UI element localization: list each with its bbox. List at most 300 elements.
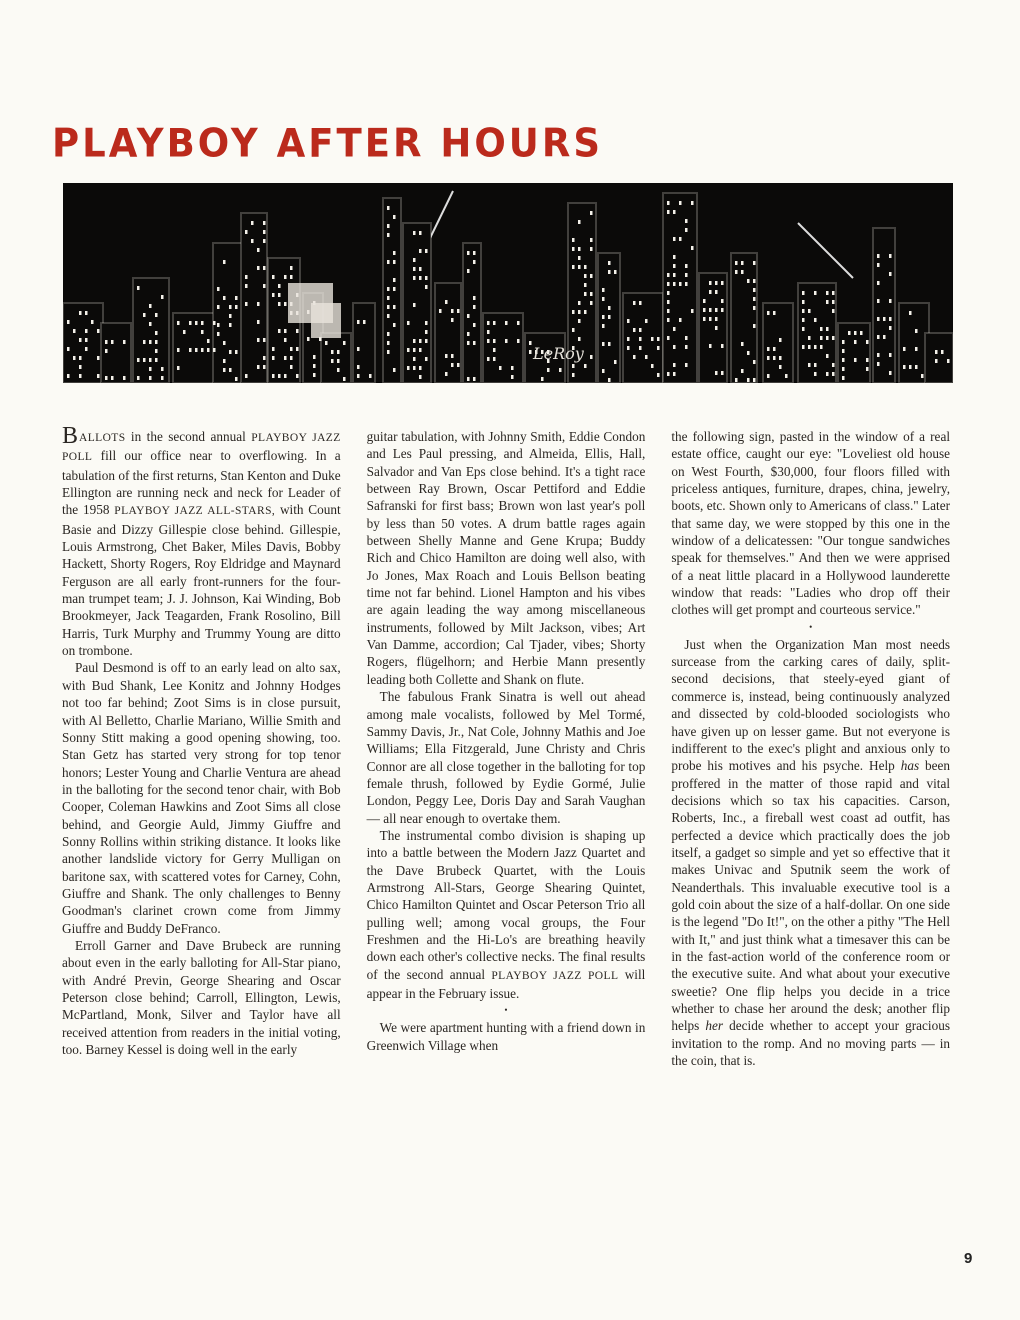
window-light — [337, 368, 340, 372]
window-light — [223, 296, 226, 300]
window-light — [290, 365, 293, 369]
window-light — [425, 285, 428, 289]
window-light — [590, 274, 593, 278]
window-light — [721, 371, 724, 375]
window-light — [105, 376, 108, 380]
window-light — [715, 371, 718, 375]
window-light — [935, 350, 938, 354]
window-light — [854, 340, 857, 344]
window-light — [802, 291, 805, 295]
window-light — [860, 331, 863, 335]
window-light — [547, 368, 550, 372]
lit-facade — [311, 303, 341, 338]
window-light — [229, 305, 232, 309]
window-light — [137, 376, 140, 380]
window-light — [578, 310, 581, 314]
window-light — [529, 341, 532, 345]
window-light — [235, 305, 238, 309]
paragraph — [367, 827, 646, 1002]
window-light — [877, 299, 880, 303]
window-light — [290, 347, 293, 351]
window-light — [915, 329, 918, 333]
window-light — [425, 276, 428, 280]
window-light — [866, 340, 869, 344]
window-light — [263, 266, 266, 270]
window-light — [278, 374, 281, 378]
window-light — [217, 287, 220, 291]
window-light — [667, 318, 670, 322]
window-light — [767, 347, 770, 351]
paragraph: guitar tabulation, with Johnny Smith, Eddie Condon and Les Paul pressing, and Almeida, Ellis, Hall, Salvador and Van Eps close behind. It's a tight race between Ray Brown, Oscar Pettiford and Eddie Safranski for first bass; Brown won last year's poll by less than 50 votes. A drum battle rages again between Shelly Manne and Gene Krupa; Buddy Rich and Chico Hamilton are doing well also, with Jo Jones, Max Roach and Louis Bellson beating time not far behind. Lionel Hampton and his vibes are again leading the way among miscellaneous instruments, followed by Milt Jackson, vibes; Art Van Damme, accordion; Cal Tjader, vibes; Shorty Rogers, flügelhorn; and Herbie Mann presently leading both Collette and Shank on flute. — [366, 429, 646, 687]
window-light — [529, 350, 532, 354]
window-light — [229, 314, 232, 318]
window-light — [935, 359, 938, 363]
window-light — [137, 286, 140, 290]
window-light — [877, 362, 880, 366]
window-light — [363, 320, 366, 324]
window-light — [517, 339, 520, 343]
window-light — [715, 317, 718, 321]
window-light — [201, 321, 204, 325]
window-light — [284, 356, 287, 360]
window-light — [602, 369, 605, 373]
window-light — [889, 371, 892, 375]
window-light — [826, 372, 829, 376]
window-light — [578, 319, 581, 323]
window-light — [814, 291, 817, 295]
window-light — [445, 300, 448, 304]
window-light — [272, 356, 275, 360]
window-light — [343, 341, 346, 345]
window-light — [753, 297, 756, 301]
window-light — [802, 309, 805, 313]
window-light — [814, 318, 817, 322]
window-light — [854, 358, 857, 362]
window-light — [149, 376, 152, 380]
building-shape — [663, 193, 697, 383]
window-light — [235, 377, 238, 381]
window-light — [584, 364, 587, 368]
window-light — [413, 258, 416, 262]
window-light — [407, 366, 410, 370]
building-shape — [63, 303, 103, 383]
window-light — [278, 293, 281, 297]
window-light — [79, 374, 82, 378]
window-light — [337, 359, 340, 363]
window-light — [802, 318, 805, 322]
text-run: fill our office near to overflowing. In a tabulation of the first returns, Stan Kenton and Duke Ellington are running neck and neck for Leader of the 1958 — [62, 448, 341, 518]
window-light — [651, 364, 654, 368]
window-light — [257, 338, 260, 342]
window-light — [511, 366, 514, 370]
window-light — [673, 282, 676, 286]
window-light — [467, 251, 470, 255]
window-light — [79, 365, 82, 369]
window-light — [842, 340, 845, 344]
text-run: Just when the Organization Man most needs surcease from the carking cares of daily, split-second decisions, that steely-eyed giant of commerce is, instead, being continuously analyzed and dissected by cold-blooded sociologists who have given up on lesser game. But not everyone is indifferent to the exec's plight and anxious only to probe his motives and his psyche. Help — [671, 636, 951, 774]
window-light — [753, 360, 756, 364]
window-light — [709, 308, 712, 312]
window-light — [387, 332, 390, 336]
paragraph: Erroll Garner and Dave Brubeck are running about even in the early balloting for All-Star piano, with André Previn, George Shearing and Oscar Peterson close behind; Carroll, Ellington, Lewis, McPartland, Monk, Silver and Taylor have all received attention from readers in the initial voting, too. Barney Kessel is doing well in the early — [62, 937, 341, 1058]
window-light — [842, 349, 845, 353]
window-light — [213, 321, 216, 325]
window-light — [673, 372, 676, 376]
window-light — [578, 337, 581, 341]
window-light — [445, 354, 448, 358]
window-light — [889, 317, 892, 321]
column-2 — [367, 428, 646, 1248]
window-light — [67, 347, 70, 351]
window-light — [413, 231, 416, 235]
city-skyline-illustration — [63, 183, 953, 383]
window-light — [263, 221, 266, 225]
window-light — [842, 358, 845, 362]
window-light — [808, 309, 811, 313]
window-light — [111, 376, 114, 380]
building-shape — [353, 303, 375, 383]
window-light — [369, 374, 372, 378]
window-light — [721, 344, 724, 348]
window-light — [473, 323, 476, 327]
window-light — [467, 341, 470, 345]
window-light — [667, 372, 670, 376]
window-light — [161, 376, 164, 380]
window-light — [578, 265, 581, 269]
window-light — [572, 238, 575, 242]
window-light — [257, 266, 260, 270]
window-light — [223, 359, 226, 363]
window-light — [808, 363, 811, 367]
window-light — [245, 230, 248, 234]
window-light — [73, 329, 76, 333]
window-light — [155, 340, 158, 344]
text-run: decide whether to accept your gracious invitation to the romp. And no moving parts — in the coin, that is. — [671, 1018, 951, 1069]
window-light — [741, 342, 744, 346]
window-light — [263, 284, 266, 288]
window-light — [337, 350, 340, 354]
paragraph: the following sign, pasted in the window of a real estate office, caught our eye: "Loveliest old house on West Fourth, $30,000, four floors filled with priceless antiques, furniture, drapes, china, jewelry, boots, etc. Shown only to Americans of class." Later that same day, we were stopped by this one in the window of a delicatessen: "Our tongue sandwiches speak for themselves." And then we were apprised of a neat little placard in a Hollywood launderette window that reads: "Ladies who drop off their clothes will get prompt and courteous service." — [671, 429, 951, 618]
window-light — [473, 296, 476, 300]
window-light — [97, 374, 100, 378]
window-light — [387, 224, 390, 228]
window-light — [703, 317, 706, 321]
window-light — [97, 356, 100, 360]
text-run: with Count Basie and Dizzy Gillespie close behind. Gillespie, Louis Armstrong, Chet Baker, Miles Davis, Bobby Hackett, Shorty Rogers, Roy Eldridge and Maynard Ferguson are all early front-runners for the four-man trumpet team; J. J. Johnson, Kai Winding, Bob Brookmeyer, Jack Teagarden, Frank Rosolino, Bill Harris, Turk Murphy and Trummy Young are ditto on trombone. — [62, 502, 341, 659]
window-light — [257, 365, 260, 369]
window-light — [584, 283, 587, 287]
window-light — [487, 330, 490, 334]
window-light — [473, 260, 476, 264]
window-light — [493, 348, 496, 352]
window-light — [325, 341, 328, 345]
window-light — [284, 374, 287, 378]
window-light — [691, 309, 694, 313]
window-light — [627, 346, 630, 350]
window-light — [842, 367, 845, 371]
window-light — [584, 265, 587, 269]
window-light — [584, 310, 587, 314]
window-light — [79, 311, 82, 315]
window-light — [691, 201, 694, 205]
window-light — [387, 233, 390, 237]
window-light — [425, 339, 428, 343]
window-light — [425, 357, 428, 361]
window-light — [296, 329, 299, 333]
window-light — [826, 291, 829, 295]
window-light — [909, 365, 912, 369]
window-light — [419, 249, 422, 253]
window-light — [251, 221, 254, 225]
window-light — [493, 321, 496, 325]
window-light — [357, 347, 360, 351]
window-light — [673, 255, 676, 259]
window-light — [149, 367, 152, 371]
window-light — [703, 299, 706, 303]
window-light — [667, 309, 670, 313]
window-light — [79, 338, 82, 342]
window-light — [245, 374, 248, 378]
window-light — [915, 347, 918, 351]
window-light — [393, 251, 396, 255]
window-light — [773, 347, 776, 351]
window-light — [473, 341, 476, 345]
window-light — [889, 299, 892, 303]
window-light — [67, 320, 70, 324]
window-light — [578, 247, 581, 251]
window-light — [229, 368, 232, 372]
window-light — [848, 331, 851, 335]
window-light — [667, 300, 670, 304]
window-light — [715, 326, 718, 330]
window-light — [584, 292, 587, 296]
window-light — [393, 368, 396, 372]
window-light — [313, 355, 316, 359]
window-light — [393, 260, 396, 264]
window-light — [814, 372, 817, 376]
window-light — [257, 320, 260, 324]
window-light — [633, 355, 636, 359]
window-light — [753, 261, 756, 265]
window-light — [419, 366, 422, 370]
window-light — [673, 363, 676, 367]
text-run: The instrumental combo division is shaping up into a battle between the Modern Jazz Quartet and the Dave Brubeck Quartet, with the Louis Armstrong All-Stars, George Shearing Quintet, Chico Hamilton Quintet and Oscar Peterson Trio all pulling well; among vocal groups, the Four Freshmen and the Hi-Lo's are breathing heavily down each other's collective necks. The final results of the second annual — [366, 827, 646, 982]
window-light — [721, 308, 724, 312]
window-light — [357, 374, 360, 378]
window-light — [413, 267, 416, 271]
window-light — [753, 288, 756, 292]
window-light — [903, 365, 906, 369]
window-light — [883, 317, 886, 321]
window-light — [741, 270, 744, 274]
window-light — [419, 267, 422, 271]
window-light — [826, 336, 829, 340]
window-light — [67, 374, 70, 378]
window-light — [741, 261, 744, 265]
window-light — [639, 328, 642, 332]
window-light — [487, 357, 490, 361]
window-light — [715, 281, 718, 285]
window-light — [499, 366, 502, 370]
window-light — [673, 237, 676, 241]
window-light — [229, 323, 232, 327]
window-light — [735, 261, 738, 265]
window-light — [883, 335, 886, 339]
window-light — [245, 275, 248, 279]
window-light — [639, 301, 642, 305]
window-light — [667, 336, 670, 340]
window-light — [217, 332, 220, 336]
window-light — [451, 354, 454, 358]
window-light — [473, 305, 476, 309]
window-light — [832, 300, 835, 304]
window-light — [921, 374, 924, 378]
window-light — [155, 313, 158, 317]
building-shape — [925, 333, 953, 383]
italic-text: her — [705, 1018, 724, 1034]
window-light — [517, 321, 520, 325]
window-light — [590, 211, 593, 215]
window-light — [814, 363, 817, 367]
window-light — [903, 347, 906, 351]
small-caps-text: PLAYBOY JAZZ POLL — [62, 432, 341, 464]
window-light — [387, 305, 390, 309]
window-light — [785, 374, 788, 378]
window-light — [877, 317, 880, 321]
window-light — [679, 237, 682, 241]
window-light — [105, 349, 108, 353]
window-light — [703, 308, 706, 312]
window-light — [685, 336, 688, 340]
window-light — [602, 297, 605, 301]
paragraph — [671, 636, 950, 1070]
window-light — [207, 348, 210, 352]
window-light — [161, 367, 164, 371]
window-light — [572, 310, 575, 314]
window-light — [657, 346, 660, 350]
window-light — [608, 342, 611, 346]
window-light — [387, 287, 390, 291]
window-light — [235, 296, 238, 300]
skyline-drawing — [63, 183, 953, 383]
window-light — [251, 239, 254, 243]
window-light — [602, 315, 605, 319]
building-shape — [435, 283, 461, 383]
window-light — [257, 302, 260, 306]
window-light — [779, 338, 782, 342]
window-light — [826, 354, 829, 358]
window-light — [747, 378, 750, 382]
window-light — [820, 345, 823, 349]
window-light — [909, 311, 912, 315]
window-light — [915, 365, 918, 369]
window-light — [877, 335, 880, 339]
window-light — [155, 331, 158, 335]
window-light — [407, 348, 410, 352]
window-light — [735, 378, 738, 382]
window-light — [223, 260, 226, 264]
window-light — [941, 350, 944, 354]
window-light — [614, 270, 617, 274]
section-bullet: • — [809, 621, 813, 632]
window-light — [278, 284, 281, 288]
small-caps-text: PLAYBOY JAZZ ALL-STARS, — [114, 505, 276, 518]
window-light — [735, 270, 738, 274]
window-light — [645, 319, 648, 323]
window-light — [278, 329, 281, 333]
window-light — [245, 302, 248, 306]
column-1 — [62, 423, 341, 1248]
window-light — [832, 363, 835, 367]
window-light — [747, 279, 750, 283]
text-run: will appear in the February issue. — [366, 966, 646, 1001]
column-3 — [671, 428, 950, 1248]
building-shape — [383, 198, 401, 383]
window-light — [201, 348, 204, 352]
window-light — [627, 337, 630, 341]
window-light — [177, 348, 180, 352]
window-light — [709, 317, 712, 321]
window-light — [467, 314, 470, 318]
window-light — [608, 261, 611, 265]
window-light — [73, 356, 76, 360]
window-light — [802, 345, 805, 349]
window-light — [467, 332, 470, 336]
window-light — [357, 320, 360, 324]
window-light — [590, 292, 593, 296]
window-light — [808, 345, 811, 349]
window-light — [387, 260, 390, 264]
window-light — [393, 305, 396, 309]
window-light — [457, 363, 460, 367]
window-light — [425, 321, 428, 325]
window-light — [217, 323, 220, 327]
window-light — [685, 345, 688, 349]
window-light — [419, 375, 422, 379]
window-light — [284, 338, 287, 342]
window-light — [578, 301, 581, 305]
window-light — [85, 338, 88, 342]
window-light — [753, 279, 756, 283]
window-light — [572, 373, 575, 377]
window-light — [608, 315, 611, 319]
window-light — [578, 220, 581, 224]
window-light — [802, 327, 805, 331]
window-light — [854, 331, 857, 335]
window-light — [767, 311, 770, 315]
window-light — [639, 337, 642, 341]
window-light — [263, 239, 266, 243]
building-shape — [213, 243, 243, 383]
window-light — [387, 206, 390, 210]
window-light — [667, 201, 670, 205]
window-light — [91, 320, 94, 324]
window-light — [685, 273, 688, 277]
window-light — [673, 264, 676, 268]
window-light — [667, 291, 670, 295]
window-light — [673, 210, 676, 214]
window-light — [832, 372, 835, 376]
window-light — [602, 324, 605, 328]
article-body — [62, 423, 951, 1248]
building-shape — [321, 333, 351, 383]
window-light — [189, 321, 192, 325]
window-light — [223, 341, 226, 345]
window-light — [877, 263, 880, 267]
window-light — [123, 376, 126, 380]
window-light — [511, 375, 514, 379]
window-light — [137, 358, 140, 362]
